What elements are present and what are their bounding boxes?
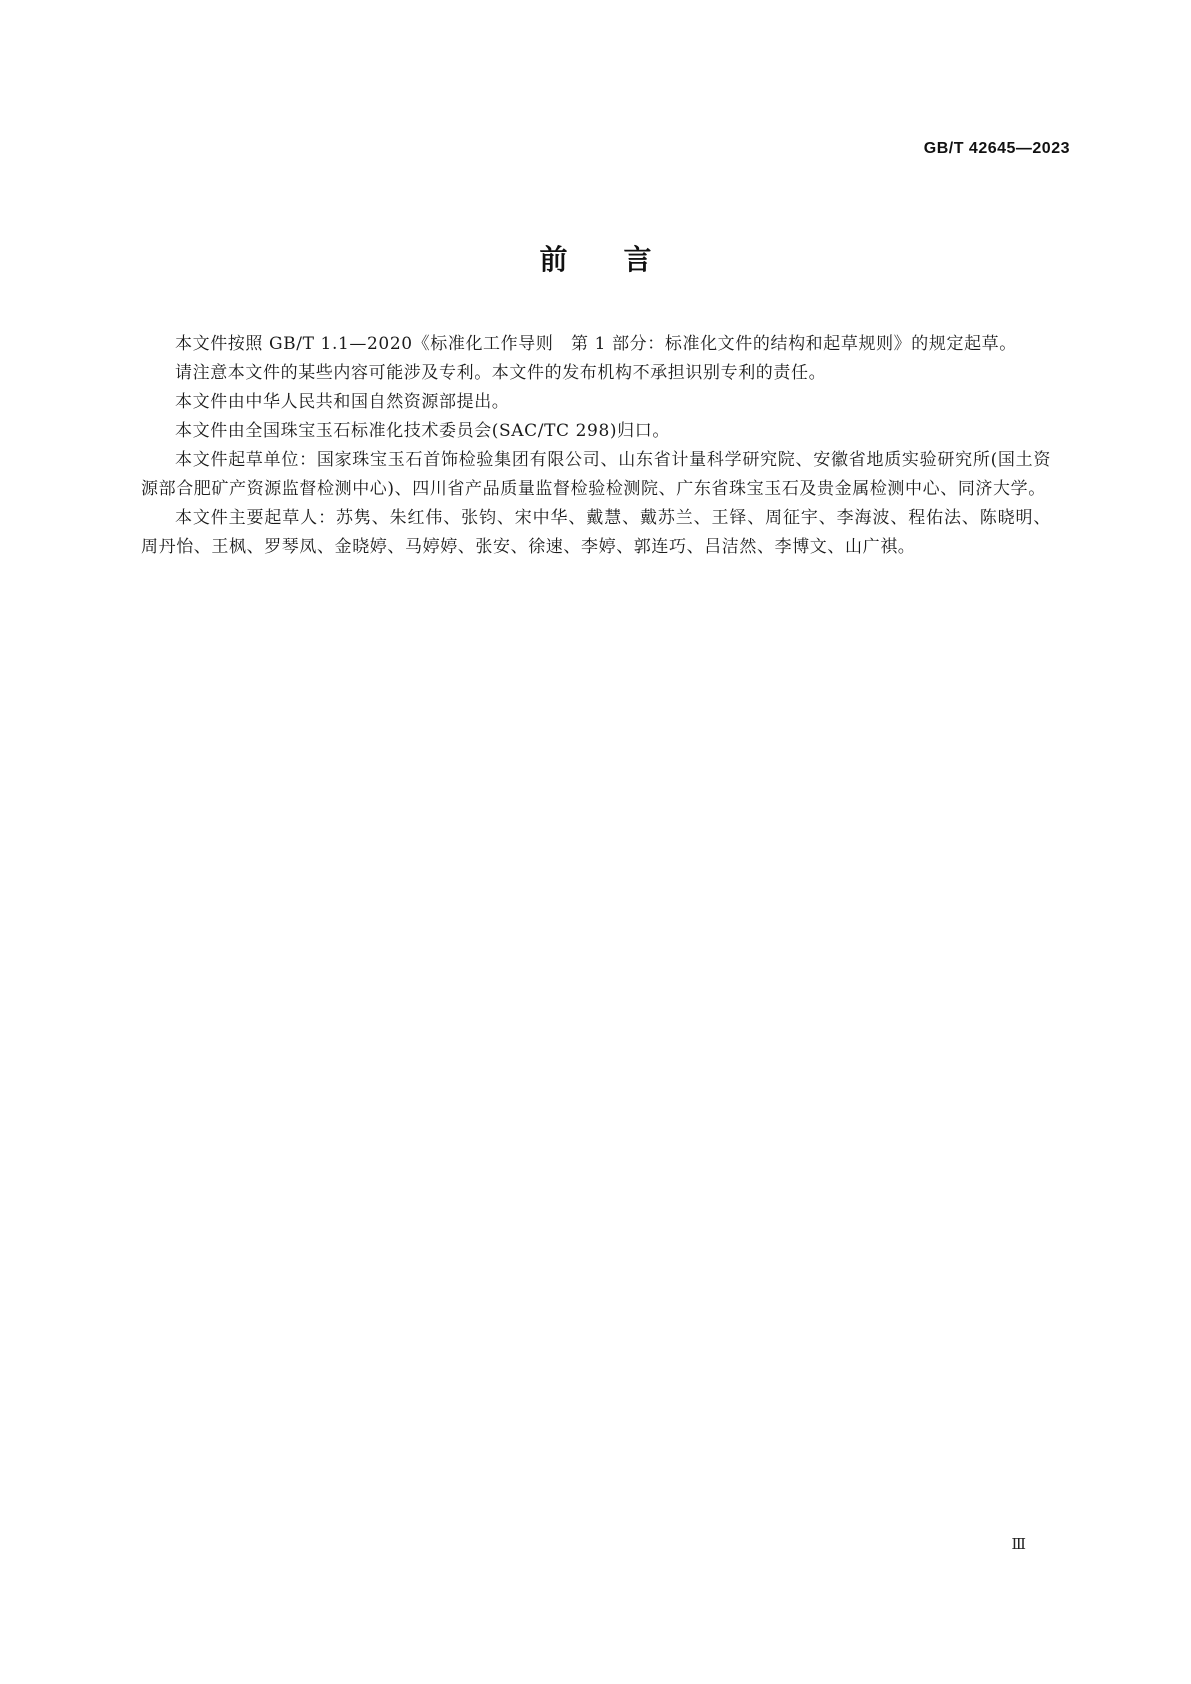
preface-body <box>141 330 1051 562</box>
paragraph-proposer: 本文件由中华人民共和国自然资源部提出。 <box>175 392 510 412</box>
page-title-char-1: 前 <box>539 243 568 276</box>
page-title-char-2: 言 <box>623 243 652 276</box>
paragraph-patent-notice: 请注意本文件的某些内容可能涉及专利。本文件的发布机构不承担识别专利的责任。 <box>175 363 827 383</box>
standard-code: GB/T 42645—2023 <box>923 140 1070 157</box>
paragraph-drafting-rules: 本文件按照 GB/T 1.1—2020《标准化工作导则 第 1 部分：标准化文件的结构和起草规则》的规定起草。 <box>175 334 1017 354</box>
page-number: Ⅲ <box>1011 1535 1026 1553</box>
paragraph-drafting-units: 本文件起草单位：国家珠宝玉石首饰检验集团有限公司、山东省计量科学研究院、安徽省地质实验研究所(国土资源部合肥矿产资源监督检测中心)、四川省产品质量监督检验检测院、广东省珠宝玉石及贵金属检测中心、同济大学。 <box>141 450 1051 499</box>
page-title <box>0 238 1191 278</box>
paragraph-committee: 本文件由全国珠宝玉石标准化技术委员会(SAC/TC 298)归口。 <box>175 421 670 441</box>
paragraph-drafters: 本文件主要起草人：苏隽、朱红伟、张钧、宋中华、戴慧、戴苏兰、王铎、周征宇、李海波、程佑法、陈晓明、周丹怡、王枫、罗琴凤、金晓婷、马婷婷、张安、徐速、李婷、郭连巧、吕洁然、李博文、山广祺。 <box>141 508 1051 557</box>
